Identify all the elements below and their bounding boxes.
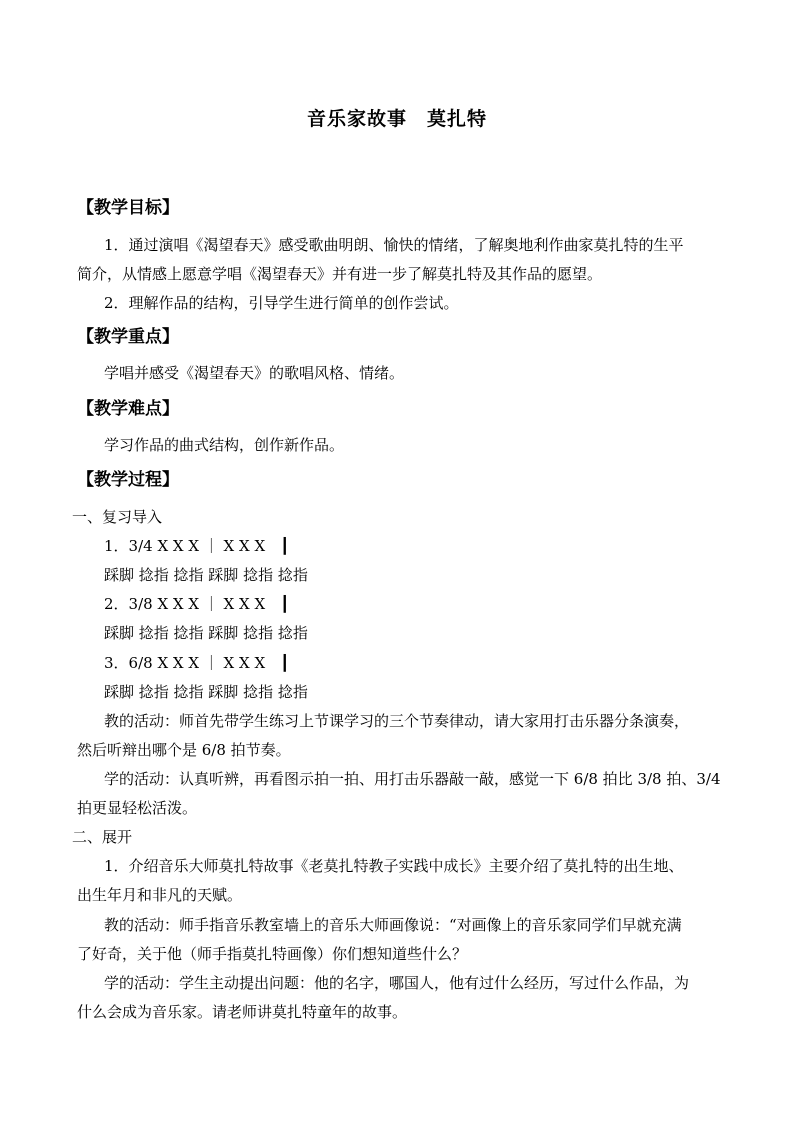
objectives-line: 2．理解作品的结构，引导学生进行简单的创作尝试。 bbox=[104, 294, 459, 312]
part2-teacher-activity: 教的活动：师手指音乐教室墙上的音乐大师画像说：“对画像上的音乐家同学们早就充满 bbox=[104, 916, 682, 934]
part2-intro: 出生年月和非凡的天赋。 bbox=[77, 886, 243, 904]
key-points-heading: 【教学重点】 bbox=[77, 327, 179, 347]
objectives-line: 简介，从情感上愿意学唱《渴望春天》并有进一步了解莫扎特及其作品的愿望。 bbox=[77, 265, 603, 283]
part2-student-activity: 什么会成为音乐家。请老师讲莫扎特童年的故事。 bbox=[77, 1003, 408, 1021]
part1-title: 一、复习导入 bbox=[72, 508, 163, 526]
page-title: 音乐家故事 莫扎特 bbox=[306, 108, 487, 130]
rhythm-3-actions: 踩脚 捻指 捻指 踩脚 捻指 捻指 bbox=[104, 683, 308, 701]
part2-title: 二、展开 bbox=[72, 828, 133, 846]
part1-student-activity: 拍更显轻松活泼。 bbox=[77, 799, 198, 817]
rhythm-2-label: 2．3/8 X X X ｜ X X X ┃ bbox=[104, 595, 290, 613]
part2-student-activity: 学的活动：学生主动提出问题：他的名字，哪国人，他有过什么经历，写过什么作品，为 bbox=[104, 974, 690, 992]
key-points-line: 学唱并感受《渴望春天》的歌唱风格、情绪。 bbox=[104, 364, 405, 382]
difficulties-heading: 【教学难点】 bbox=[77, 399, 179, 419]
rhythm-1-actions: 踩脚 捻指 捻指 踩脚 捻指 捻指 bbox=[104, 566, 308, 584]
objectives-heading: 【教学目标】 bbox=[77, 198, 179, 218]
part2-intro: 1．介绍音乐大师莫扎特故事《老莫扎特教子实践中成长》主要介绍了莫扎特的出生地、 bbox=[104, 857, 684, 875]
part1-student-activity: 学的活动：认真听辨，再看图示拍一拍、用打击乐器敲一敲，感觉一下 6/8 拍比 3/8 拍、3/4 bbox=[104, 770, 721, 788]
process-heading: 【教学过程】 bbox=[77, 470, 179, 490]
part1-teacher-activity: 教的活动：师首先带学生练习上节课学习的三个节奏律动，请大家用打击乐器分条演奏， bbox=[104, 712, 690, 730]
part2-teacher-activity: 了好奇，关于他（师手指莫扎特画像）你们想知道些什么？ bbox=[77, 945, 468, 963]
objectives-line: 1．通过演唱《渴望春天》感受歌曲明朗、愉快的情绪，了解奥地利作曲家莫扎特的生平 bbox=[104, 236, 684, 254]
rhythm-3-label: 3．6/8 X X X ｜ X X X ┃ bbox=[104, 654, 290, 672]
difficulties-line: 学习作品的曲式结构，创作新作品。 bbox=[104, 436, 345, 454]
rhythm-1-label: 1．3/4 X X X ｜ X X X ┃ bbox=[104, 537, 290, 555]
part1-teacher-activity: 然后听辩出哪个是 6/8 拍节奏。 bbox=[77, 741, 291, 759]
rhythm-2-actions: 踩脚 捻指 捻指 踩脚 捻指 捻指 bbox=[104, 624, 308, 642]
